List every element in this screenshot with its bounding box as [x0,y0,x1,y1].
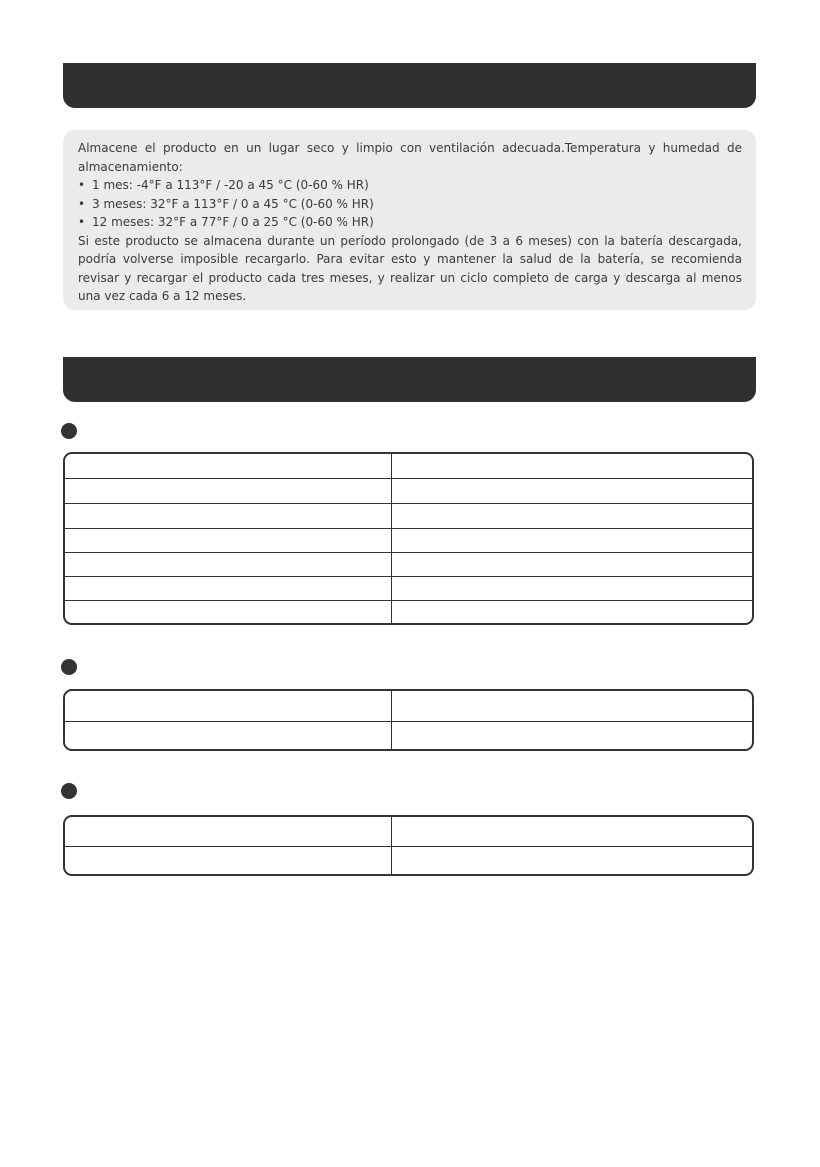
spec-table-2 [63,689,754,751]
storage-note-text: Si este producto se almacena durante un período prolongado (de 3 a 6 meses) con la batería descargada, podría volverse imposible recargarlo. Para evitar esto y mantener la salud de la batería, se recomienda revisar y recargar el producto cada tres meses, y realizar un ciclo completo de carga y descarga al menos una vez cada 6 a 12 meses. [78,233,742,303]
table-row [65,722,752,749]
spec-table-1 [63,452,754,625]
table-row [65,817,752,847]
specifications-section-header [63,357,756,402]
table-row [65,454,752,479]
subsection-2-bullet [61,659,77,675]
storage-section-header [63,63,756,108]
table-row [65,529,752,553]
subsection-3-bullet [61,783,77,799]
storage-info-box [63,130,756,310]
table-row [65,479,752,504]
table-row [65,553,752,577]
table-row [65,577,752,601]
table-row [65,504,752,529]
subsection-1-bullet [61,423,77,439]
storage-intro-text: Almacene el producto en un lugar seco y limpio con ventilación adecuada.Temperatura y humedad de almacenamiento: [78,141,742,174]
table-row [65,601,752,623]
storage-item-3: • 12 meses: 32°F a 77°F / 0 a 25 °C (0-60 % HR) [78,215,374,229]
storage-item-2: • 3 meses: 32°F a 113°F / 0 a 45 °C (0-60 % HR) [78,196,374,211]
storage-item-1: • 1 mes: -4°F a 113°F / -20 a 45 °C (0-60 % HR) [78,178,369,192]
table-row [65,847,752,874]
spec-table-3 [63,815,754,876]
table-row [65,691,752,722]
